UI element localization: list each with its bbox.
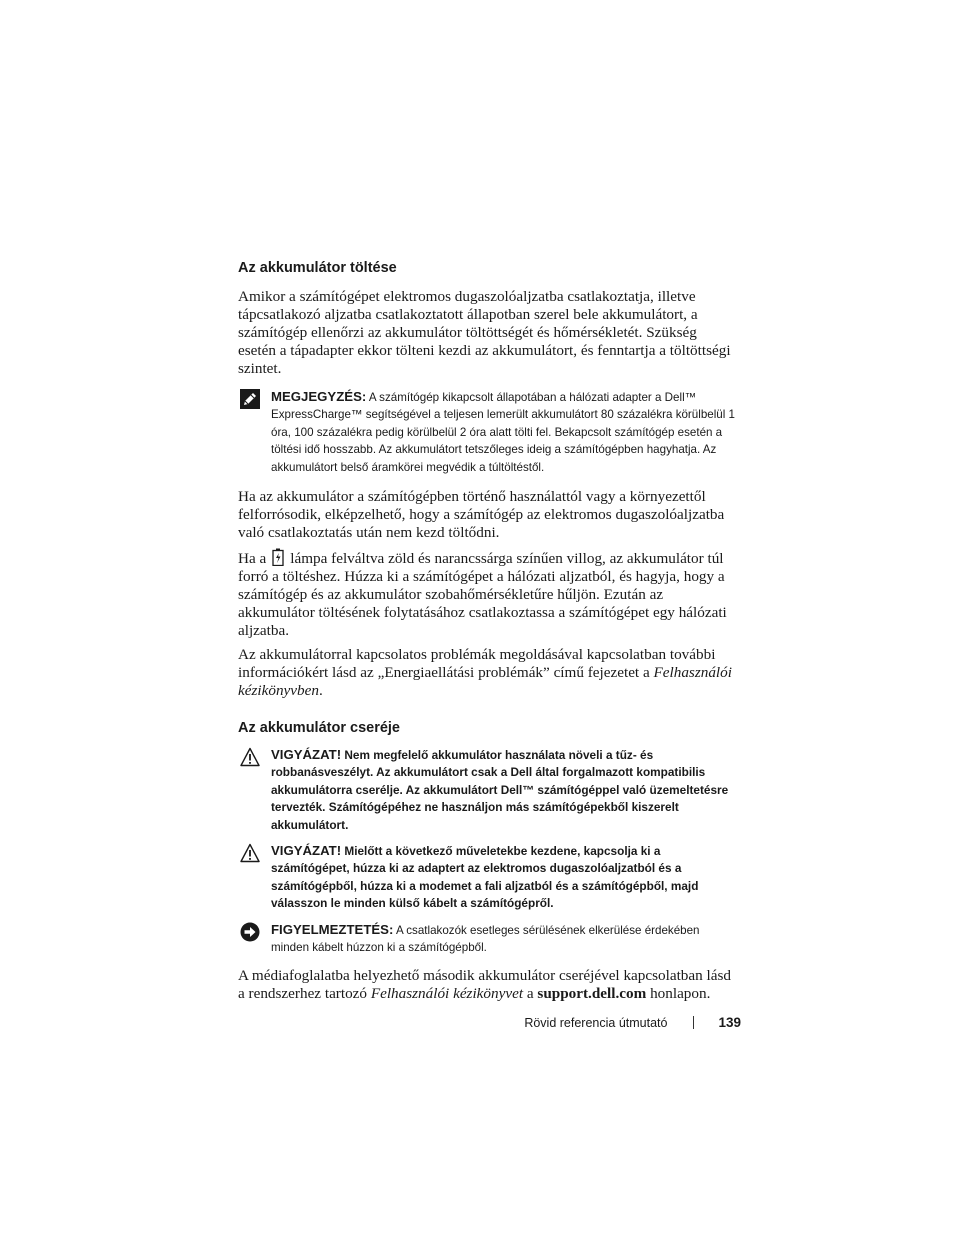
warning-triangle-icon: [240, 747, 260, 767]
p5-italic: Felhasználói kézikönyvet: [370, 984, 524, 1002]
paragraph-more-info: [238, 646, 738, 700]
paragraph-charging-intro: Amikor a számítógépet elektromos dugaszolóaljzatba csatlakoztatja, illetve tápcsatlakozó aljzatba csatlakoztatott állapotban szerel bele akkumulátort, a számítógép ellenőrzi az akkumulátor töltöttségét és hőmérsékletét. Szükség esetén a tápadapter ekkor tölteni kezdi az akkumulátort, és fenntartja a töltöttségi szintet.: [238, 288, 731, 377]
caution-text-1: Nem megfelelő akkumulátor használata növeli a tűz- és robbanásveszélyt. Az akkumulátort csak a Dell által forgalmazott kompatibilis akkumulátorra cserélje. Az akkumulátort Dell™ számítógéppel való üzemeltetésre tervezték. Számítógépéhez ne használjon más számítógépekből kiszerelt akkumulátort.: [271, 748, 729, 832]
p4-after: .: [318, 682, 323, 700]
notice-arrow-icon: [240, 922, 260, 942]
battery-status-icon: [272, 548, 284, 566]
notice-text: A csatlakozók esetleges sérülésének elkerülése érdekében minden kábelt húzzon ki a számítógépből.: [271, 923, 700, 955]
caution-block-1: [238, 746, 738, 834]
section-heading-charging: Az akkumulátor töltése: [238, 260, 397, 276]
section-heading-replace: Az akkumulátor cseréje: [238, 720, 400, 737]
paragraph-media-bay: [238, 967, 738, 1003]
footer-title: Rövid referencia útmutató: [524, 1015, 668, 1030]
page-content: [238, 258, 738, 1003]
notice-label: FIGYELMEZTETÉS:: [271, 921, 394, 937]
page-number: 139: [718, 1015, 741, 1030]
p4-italic: Felhasználói kézikönyvben: [238, 664, 732, 700]
p4-before: Az akkumulátorral kapcsolatos problémák megoldásával kapcsolatban további információkért lásd az „Energiaellátási problémák” című fejezetet a: [238, 646, 716, 682]
p5-before: A médiafoglalatba helyezhető második akkumulátor cseréjével kapcsolatban lásd a rendszerhez tartozó: [238, 966, 731, 1002]
support-link[interactable]: support.dell.com: [537, 984, 647, 1002]
footer-divider: [693, 1016, 694, 1029]
paragraph-battery-light: [238, 548, 738, 640]
caution-block-2: [238, 842, 738, 913]
note-text: A számítógép kikapcsolt állapotában a hálózati adapter a Dell™ ExpressCharge™ segítségével a teljesen lemerült akkumulátort 80 százalékra körülbelül 1 óra, 100 százalékra pedig körülbelül 2 óra alatt tölti fel. Bekapcsolt számítógép esetén a töltési idő hosszabb. Az akkumulátort tetszőleges ideig a számítógépben hagyhatja. Az akkumulátort belső áramkörei megvédik a túltöltéstől.: [271, 391, 735, 474]
note-block: [238, 388, 738, 476]
note-label: MEGJEGYZÉS:: [271, 389, 367, 404]
pencil-note-icon: [240, 389, 260, 409]
caution-text-2: Mielőtt a következő műveletekbe kezdene, kapcsolja ki a számítógépet, húzza ki az adaptert az elektromos dugaszolóaljzatból és a számítógépből, húzza ki a modemet a fali aljzatból és a számítógépből, majd válasszon le minden külső kábelt a számítógépről.: [271, 844, 699, 911]
p5-after: honlapon.: [646, 984, 711, 1002]
page-footer: [505, 1015, 741, 1030]
p3-before: Ha a: [238, 550, 267, 568]
p5-mid: a: [523, 984, 538, 1002]
caution-label-2: VIGYÁZAT!: [271, 843, 342, 859]
p3-after: lámpa felváltva zöld és narancssárga színűen villog, az akkumulátor túl forró a töltéshez. Húzza ki a számítógépet a hálózati aljzatból, és hagyja, hogy a számítógép és az akkumulátor szobahőmérsékletűre hűljön. Ezután az akkumulátor töltésének folytatásához csatlakoztassa a számítógépet egy hálózati aljzatba.: [238, 550, 727, 640]
notice-block: [238, 921, 738, 957]
paragraph-overheat: Ha az akkumulátor a számítógépben történő használattól vagy a környezettől felforrósodik, elképzelhető, hogy a számítógép az elektromos dugaszolóaljzatba való csatlakoztatás után nem kezd töltődni.: [238, 488, 725, 542]
warning-triangle-icon: [240, 843, 260, 863]
caution-label-1: VIGYÁZAT!: [271, 747, 342, 763]
